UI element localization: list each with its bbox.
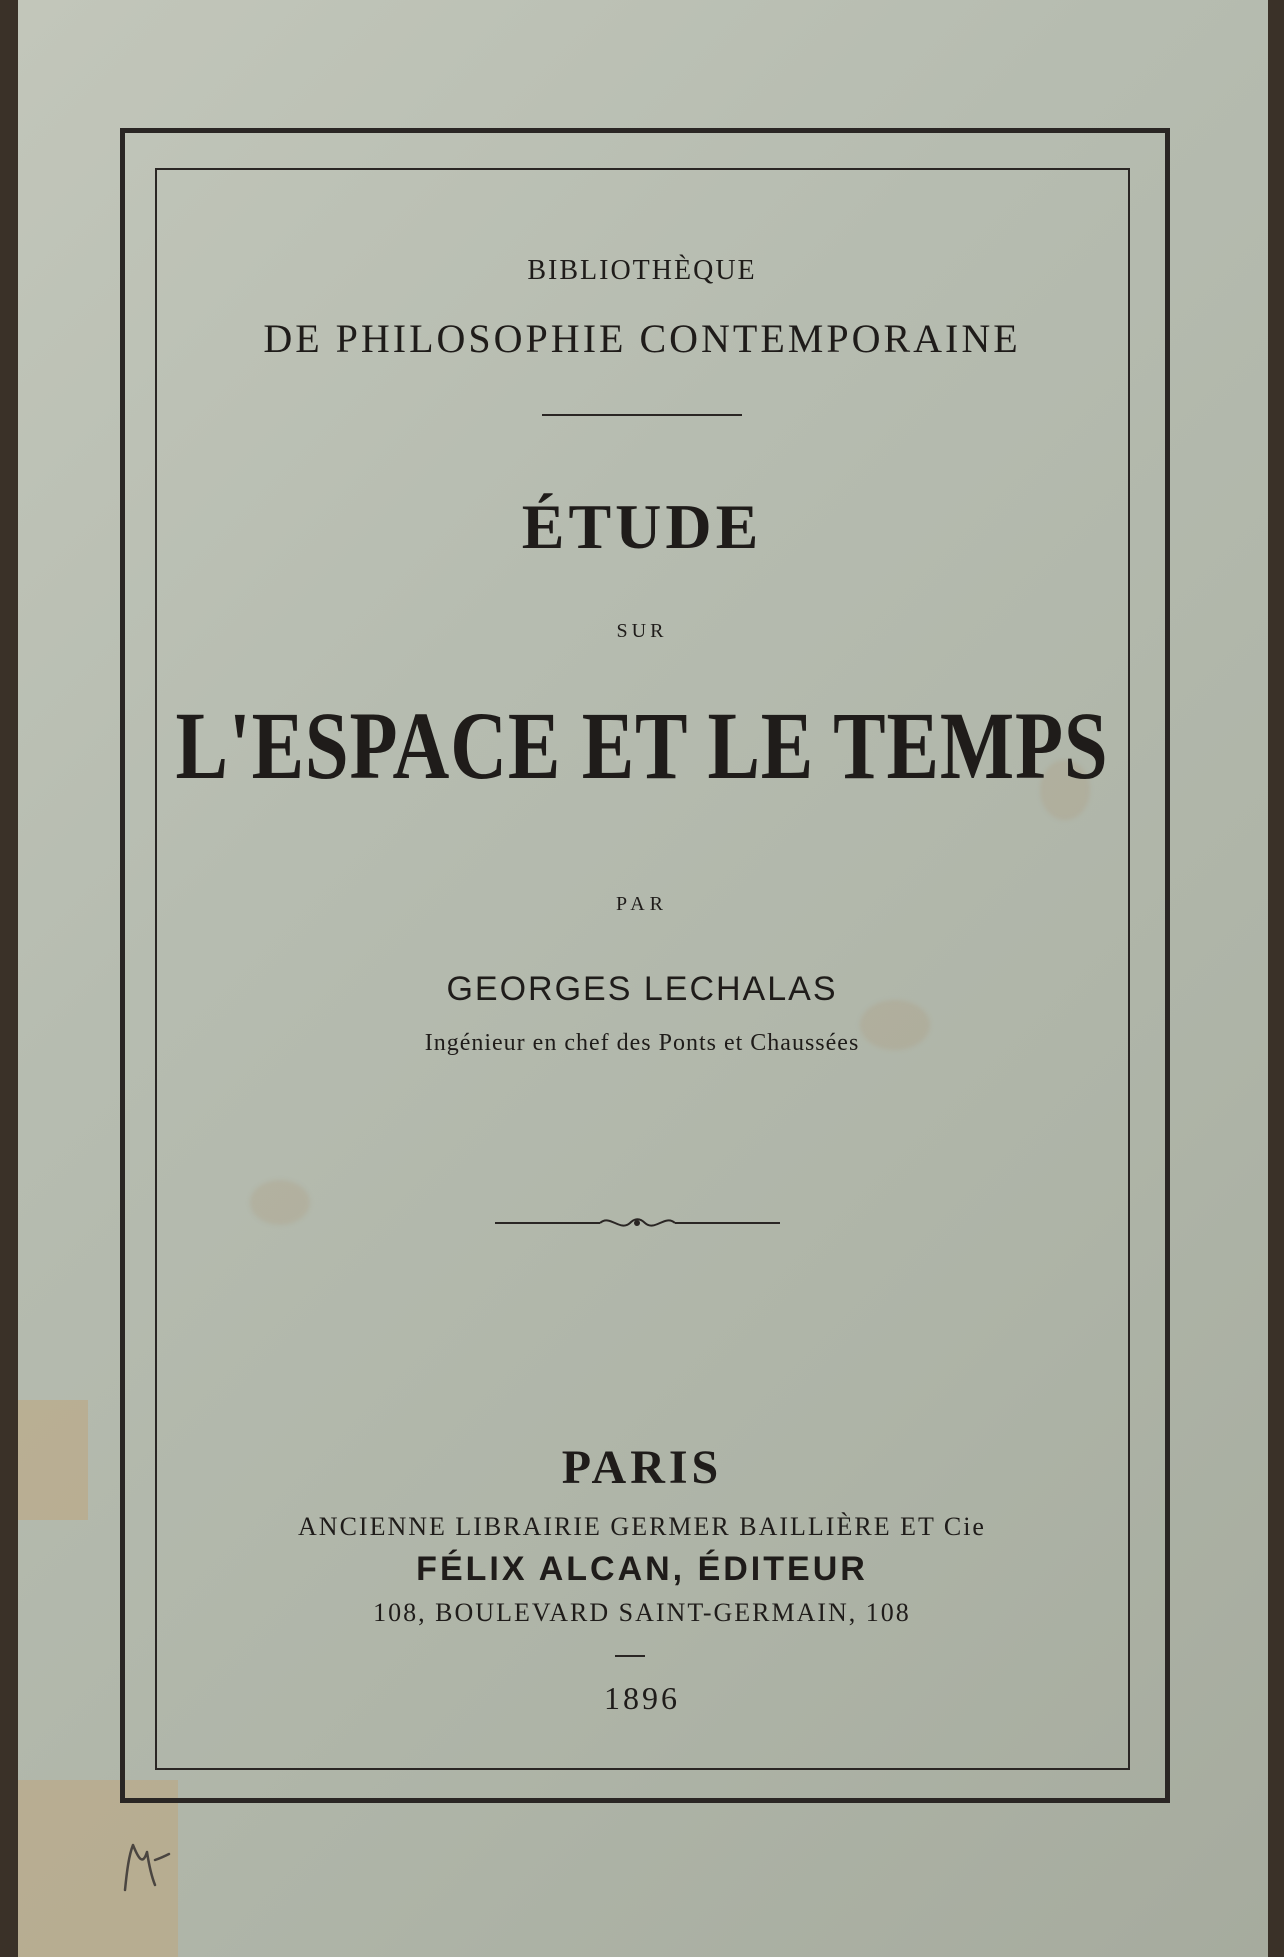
series-title-line1: BIBLIOTHÈQUE <box>527 255 757 286</box>
main-title: L'ESPACE ET LE TEMPS <box>175 692 1109 799</box>
publisher-line2: FÉLIX ALCAN, ÉDITEUR <box>416 1550 868 1588</box>
title-etude: ÉTUDE <box>521 491 763 562</box>
divider-rule <box>542 414 742 416</box>
publisher-line1: ANCIENNE LIBRAIRIE GERMER BAILLIÈRE ET Cie <box>298 1512 986 1541</box>
title-connector: SUR <box>616 620 668 642</box>
handwritten-mark <box>115 1830 175 1900</box>
publication-year: 1896 <box>604 1680 680 1716</box>
by-label: PAR <box>615 893 669 915</box>
city: PARIS <box>561 1441 723 1494</box>
publisher-address: 108, BOULEVARD SAINT-GERMAIN, 108 <box>373 1598 911 1627</box>
short-divider <box>615 1655 645 1657</box>
series-title-line2: DE PHILOSOPHIE CONTEMPORAINE <box>263 316 1021 361</box>
ornament-flourish <box>495 1210 780 1236</box>
author-title: Ingénieur en chef des Ponts et Chaussées <box>424 1030 860 1056</box>
author-name: GEORGES LECHALAS <box>446 970 838 1008</box>
